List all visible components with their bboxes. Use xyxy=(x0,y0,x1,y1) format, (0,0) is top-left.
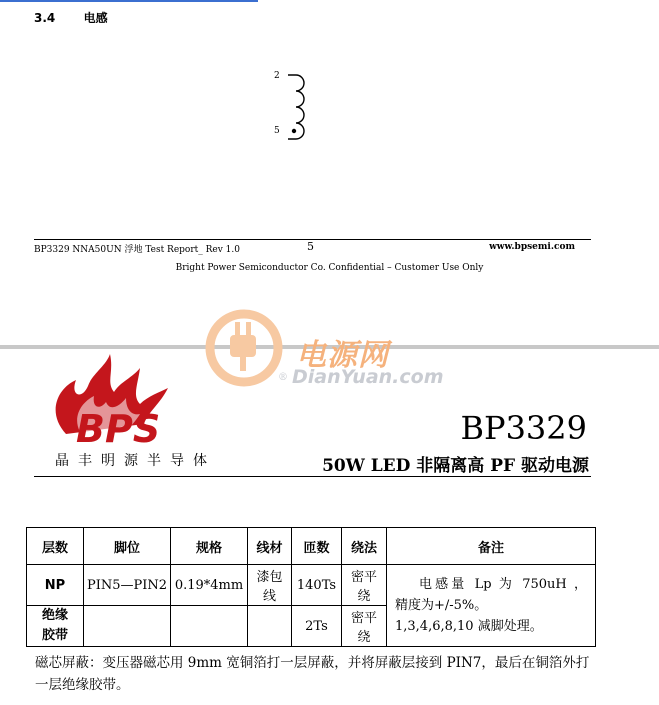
cell-layer: NP xyxy=(27,565,84,606)
section-title: 电感 xyxy=(83,11,108,25)
cell-spec: 0.19*4mm xyxy=(171,565,248,606)
footer-website: www.bpsemi.com xyxy=(489,242,575,252)
confidential-notice: Bright Power Semiconductor Co. Confidential – Customer Use Only xyxy=(175,263,484,273)
top-accent-bar xyxy=(0,0,258,2)
watermark-cn: 电源网 xyxy=(296,338,389,373)
bps-logo-text: BPS xyxy=(76,407,161,446)
pin-label-top: 2 xyxy=(274,71,280,81)
cell-turns: 2Ts xyxy=(292,606,342,647)
cell-turns: 140Ts xyxy=(292,565,342,606)
cell-pins xyxy=(84,606,171,647)
product-subtitle: 50W LED 非隔离高 PF 驱动电源 xyxy=(322,456,589,476)
section-number: 3.4 xyxy=(34,11,56,25)
remark-line: 1,3,4,6,8,10 减脚处理。 xyxy=(395,619,543,634)
col-header-remark: 备注 xyxy=(387,528,596,565)
table-row xyxy=(27,565,596,606)
cell-remark xyxy=(387,565,596,647)
col-header-method: 绕法 xyxy=(342,528,387,565)
inductor-symbol xyxy=(284,68,314,144)
col-header-pins: 脚位 xyxy=(84,528,171,565)
company-name-cn: 晶丰明源半导体 xyxy=(55,453,216,469)
table-header-row xyxy=(27,528,596,565)
col-header-turns: 匝数 xyxy=(292,528,342,565)
col-header-layer: 层数 xyxy=(27,528,84,565)
cell-method: 密平绕 xyxy=(342,565,387,606)
product-title: BP3329 xyxy=(460,409,587,447)
cell-spec xyxy=(171,606,248,647)
cell-layer: 绝缘胶带 xyxy=(27,606,84,647)
registered-mark: ® xyxy=(278,372,288,383)
polarity-dot-icon xyxy=(292,129,296,133)
col-header-spec: 规格 xyxy=(171,528,248,565)
header-rule xyxy=(34,476,591,477)
bps-flame-logo xyxy=(36,352,206,446)
cell-wire: 漆包线 xyxy=(248,565,292,606)
watermark-en: DianYuan.com xyxy=(292,366,444,388)
cell-method: 密平绕 xyxy=(342,606,387,647)
remark-line: 电感量 Lp 为 750uH ， xyxy=(419,577,587,592)
winding-spec-table xyxy=(26,527,596,647)
cell-wire xyxy=(248,606,292,647)
footer-doc-info: BP3329 NNA50UN 浮地 Test Report_ Rev 1.0 xyxy=(34,245,240,255)
shielding-note: 磁芯屏蔽：变压器磁芯用 9mm 宽铜箔打一层屏蔽，并将屏蔽层接到 PIN7，最后在铜箔外打一层绝缘胶带。 xyxy=(35,655,590,693)
col-header-wire: 线材 xyxy=(248,528,292,565)
section-heading xyxy=(34,9,108,26)
pin-label-bottom: 5 xyxy=(274,126,280,136)
footer-page-number: 5 xyxy=(307,240,314,253)
remark-line: 精度为+/-5%。 xyxy=(395,598,488,613)
cell-pins: PIN5—PIN2 xyxy=(84,565,171,606)
